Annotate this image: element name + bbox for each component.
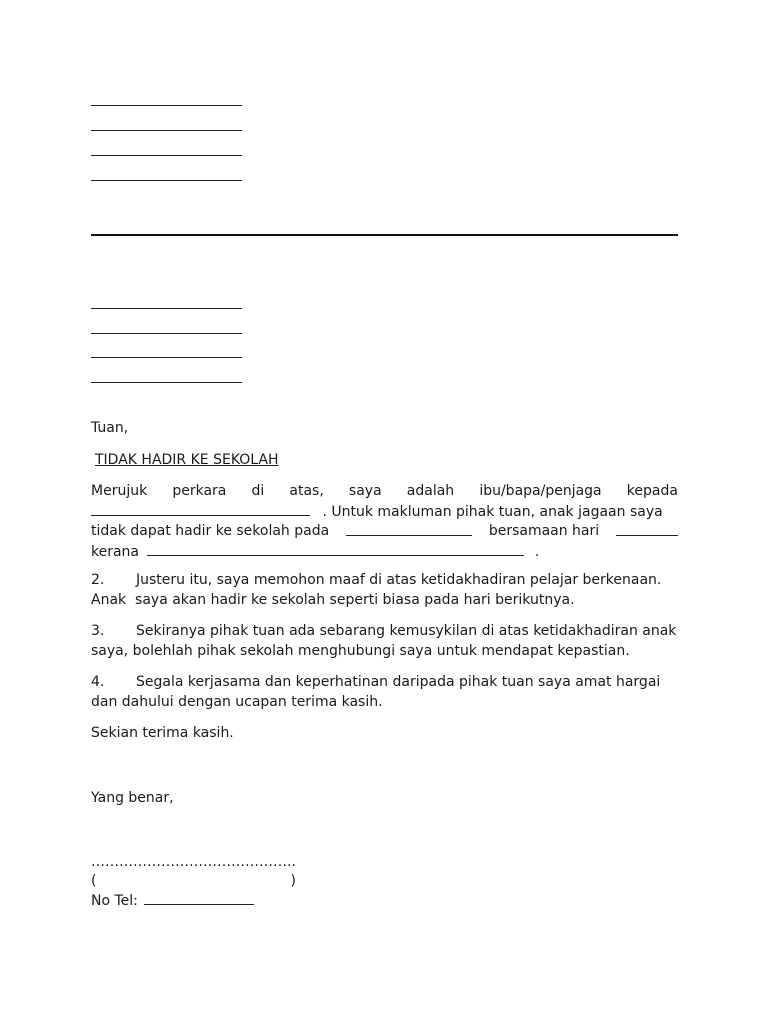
paragraph-1-text: kerana [91,544,140,560]
paragraph-3-line-1 [91,621,678,641]
paragraph-3-line-2: saya, bolehlah pihak sekolah menghubungi saya untuk mendapat kepastian. [91,643,630,659]
sender-address-line[interactable] [91,130,242,131]
paragraph-2-text: Justeru itu, saya memohon maaf di atas ketidakhadiran pelajar berkenaan. [136,572,662,588]
recipient-address-line[interactable] [91,333,242,334]
paragraph-1-line-2 [91,501,678,521]
paragraph-3-text: Sekiranya pihak tuan ada sebarang kemusykilan di atas ketidakhadiran anak [136,623,677,639]
letter-subject: TIDAK HADIR KE SEKOLAH [95,452,279,468]
date-blank[interactable] [346,521,472,536]
day-blank[interactable] [616,521,678,536]
paragraph-4-line-2: dan dahului dengan ucapan terima kasih. [91,694,383,710]
phone-label: No Tel: [91,893,138,909]
word: perkara [172,483,227,499]
signer-name-field[interactable] [91,871,296,891]
paragraph-2-line-1 [91,570,678,590]
phone-field [91,890,254,911]
closing-text: Sekian terima kasih. [91,725,234,741]
word: adalah [406,483,455,499]
paragraph-number: 3. [91,623,105,639]
paragraph-2-line-2: Anak saya akan hadir ke sekolah seperti biasa pada hari berikutnya. [91,592,575,608]
paragraph-4-line-1 [91,672,678,692]
paragraph-1-text: tidak dapat hadir ke sekolah pada [91,523,330,539]
reason-blank[interactable] [147,541,524,556]
word: ibu/bapa/penjaga [479,483,602,499]
paragraph-4 [91,672,678,712]
phone-blank[interactable] [144,890,254,905]
paragraph-1-line-4 [91,541,678,561]
paragraph-4-text: Segala kerjasama dan keperhatinan daripada pihak tuan saya amat hargai [136,674,661,690]
paragraph-1-text: . Untuk makluman pihak tuan, anak jagaan saya [322,504,663,520]
word: saya [348,483,382,499]
recipient-address-line[interactable] [91,308,242,309]
sender-address-line[interactable] [91,180,242,181]
open-paren: ( [91,873,97,889]
word: di [251,483,265,499]
word: kepada [626,483,678,499]
recipient-address-line[interactable] [91,382,242,383]
paragraph-1-line-3 [91,521,678,541]
paragraph-1 [91,481,678,561]
sign-off: Yang benar, [91,790,174,806]
sender-address-line[interactable] [91,155,242,156]
paragraph-number: 2. [91,572,105,588]
sender-address-line[interactable] [91,105,242,106]
word: atas, [289,483,324,499]
child-name-blank[interactable] [91,501,310,516]
close-paren: ) [290,873,296,889]
salutation: Tuan, [91,420,129,436]
letterhead-divider [91,234,678,236]
word: Merujuk [91,483,148,499]
paragraph-3 [91,621,678,661]
signature-line[interactable]: …………………………………….. [91,854,296,870]
paragraph-number: 4. [91,674,105,690]
paragraph-2 [91,570,678,610]
paragraph-1-text: bersamaan hari [488,523,600,539]
paragraph-1-line-1 [91,481,678,501]
paragraph-1-text: . [534,544,540,560]
recipient-address-line[interactable] [91,357,242,358]
